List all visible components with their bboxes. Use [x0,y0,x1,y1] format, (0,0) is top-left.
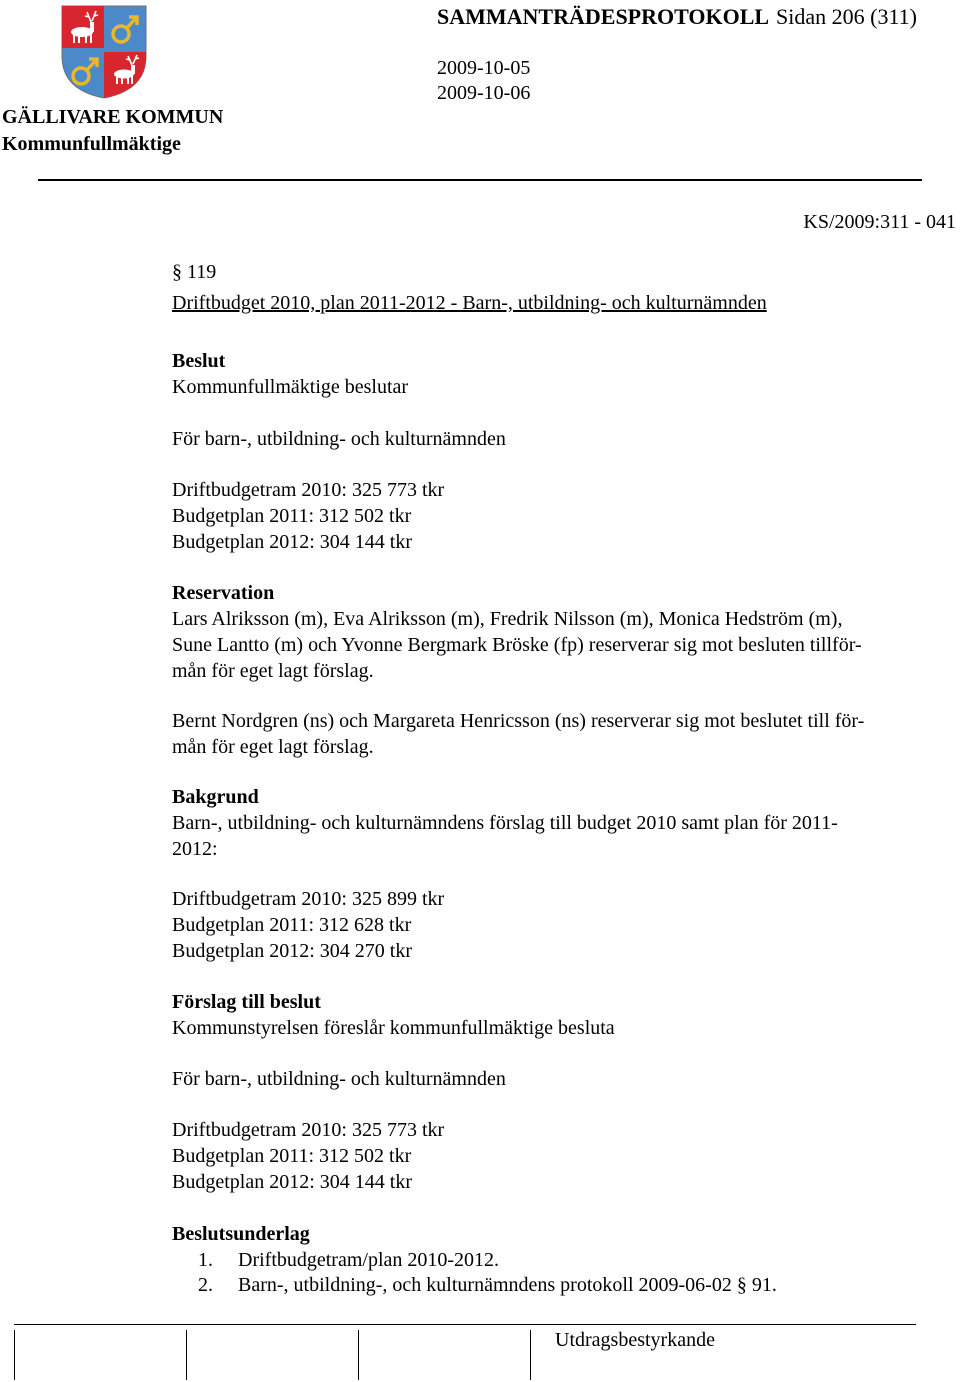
beslut-budget-list [172,477,942,555]
header-divider [38,179,922,181]
page-indicator: Sidan 206 (311) [776,4,917,29]
list-item-text: Driftbudgetram/plan 2010-2012. [238,1249,500,1271]
reservation-text-line: mån för eget lagt förslag. [172,736,374,758]
forslag-target: För barn-, utbildning- och kulturnämnden [172,1068,506,1090]
reservation-text-line: Bernt Nordgren (ns) och Margareta Henricsson (ns) reserverar sig mot beslutet till för- [172,710,865,732]
reservation-text-line: Sune Lantto (m) och Yvonne Bergmark Bröske (fp) reserverar sig mot besluten tillför- [172,634,862,656]
list-item [198,1248,777,1273]
reservation-section [172,580,942,684]
organization-name: GÄLLIVARE KOMMUN [2,106,224,128]
list-item-text: Barn-, utbildning-, och kulturnämndens protokoll 2009-06-02 § 91. [238,1274,777,1296]
beslut-heading: Beslut [172,350,226,372]
reservation-text-line: mån för eget lagt förslag. [172,660,374,682]
signature-box-divider [14,1330,15,1380]
budget-line: Driftbudgetram 2010: 325 899 tkr [172,888,445,910]
signature-box-divider [186,1330,187,1380]
footer-divider [14,1324,916,1325]
reservation-paragraph-2 [172,708,942,760]
section-number: § 119 [172,261,217,283]
beslutsunderlag-heading: Beslutsunderlag [172,1223,310,1245]
coat-of-arms-logo [60,4,148,100]
list-item-number: 1. [198,1249,213,1271]
reservation-text-line: Lars Alriksson (m), Eva Alriksson (m), Fredrik Nilsson (m), Monica Hedström (m), [172,608,843,630]
budget-line: Budgetplan 2012: 304 144 tkr [172,1171,412,1193]
budget-line: Budgetplan 2011: 312 502 tkr [172,1145,412,1167]
list-item [198,1273,777,1298]
bakgrund-budget-list [172,886,942,964]
budget-line: Budgetplan 2011: 312 628 tkr [172,914,412,936]
forslag-section [172,989,942,1041]
meeting-date-1: 2009-10-05 [437,57,531,79]
signature-box-divider [358,1330,359,1380]
bakgrund-heading: Bakgrund [172,786,259,808]
budget-line: Budgetplan 2012: 304 144 tkr [172,531,412,553]
beslut-target-block [172,426,942,452]
forslag-intro: Kommunstyrelsen föreslår kommunfullmäktige besluta [172,1017,615,1039]
bakgrund-section [172,784,942,862]
forslag-heading: Förslag till beslut [172,991,321,1013]
case-number: KS/2009:311 - 041 [803,211,956,233]
beslutsunderlag-list [198,1248,777,1298]
bakgrund-text-line: Barn-, utbildning- och kulturnämndens förslag till budget 2010 samt plan för 2011- [172,812,838,834]
forslag-target-block [172,1066,942,1092]
beslut-intro: Kommunfullmäktige beslutar [172,376,409,398]
meeting-date-2: 2009-10-06 [437,82,531,104]
document-type-title: SAMMANTRÄDESPROTOKOLL [437,4,770,29]
reservation-heading: Reservation [172,582,275,604]
utdragsbestyrkande-label: Utdragsbestyrkande [555,1329,715,1351]
budget-line: Driftbudgetram 2010: 325 773 tkr [172,479,445,501]
signature-box-divider [530,1330,531,1380]
bakgrund-text-line: 2012: [172,838,218,860]
beslut-target: För barn-, utbildning- och kulturnämnden [172,428,506,450]
section-title: Driftbudget 2010, plan 2011-2012 - Barn-, utbildning- och kulturnämnden [172,292,767,314]
budget-line: Budgetplan 2012: 304 270 tkr [172,940,412,962]
list-item-number: 2. [198,1274,213,1296]
budget-line: Driftbudgetram 2010: 325 773 tkr [172,1119,445,1141]
forslag-budget-list [172,1117,942,1195]
beslut-section [172,348,942,400]
beslutsunderlag-section [172,1221,942,1247]
organization-unit: Kommunfullmäktige [2,133,181,155]
budget-line: Budgetplan 2011: 312 502 tkr [172,505,412,527]
